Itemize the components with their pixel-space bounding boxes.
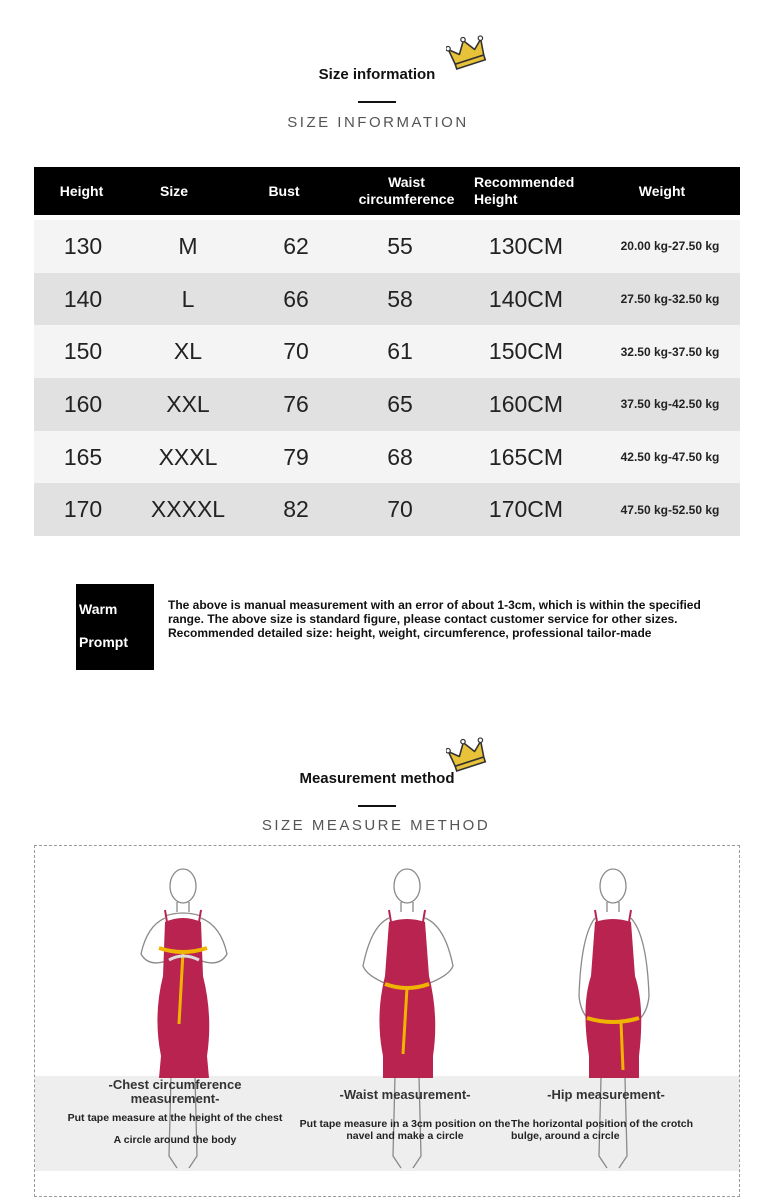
cell-bust: 76 xyxy=(283,390,309,417)
cell-recommended-height: 130CM xyxy=(488,232,564,259)
header-bust: Bust xyxy=(268,182,300,199)
section-title-measurement-method: Measurement method xyxy=(299,770,455,787)
cell-weight: 47.50 kg-52.50 kg xyxy=(620,502,720,517)
cell-height: 160 xyxy=(63,390,103,417)
cell-bust: 62 xyxy=(283,232,309,259)
chest-measurement-caption xyxy=(55,1078,295,1146)
size-table-body xyxy=(34,220,740,536)
size-table-header xyxy=(34,167,740,215)
cell-waist: 55 xyxy=(387,232,413,259)
cell-bust: 66 xyxy=(283,285,309,312)
header-waist-line1: Waist xyxy=(388,174,425,190)
waist-caption-desc-line2: navel and make a circle xyxy=(346,1130,464,1142)
warm-prompt-label-line1: Warm xyxy=(79,601,118,617)
waist-caption-title: -Waist measurement- xyxy=(339,1087,471,1102)
waist-measurement-caption xyxy=(285,1088,525,1142)
section-title-divider xyxy=(358,101,396,103)
table-row xyxy=(34,483,740,536)
waist-caption-desc-line1: Put tape measure in a 3cm position on the xyxy=(299,1118,511,1130)
warm-prompt-label xyxy=(76,584,154,670)
header-weight: Weight xyxy=(638,182,686,199)
chest-caption-title-line1: -Chest circumference xyxy=(108,1077,242,1092)
header-size: Size xyxy=(159,182,188,199)
crown-icon xyxy=(446,736,488,772)
cell-recommended-height: 160CM xyxy=(488,390,564,417)
cell-size: XXXXL xyxy=(150,496,226,523)
cell-height: 130 xyxy=(63,232,103,259)
warm-prompt-label-line2: Prompt xyxy=(79,634,128,650)
table-row xyxy=(34,325,740,378)
cell-waist: 61 xyxy=(387,338,413,365)
chest-caption-desc-line2: A circle around the body xyxy=(113,1134,237,1146)
size-table xyxy=(34,167,740,536)
cell-weight: 42.50 kg-47.50 kg xyxy=(620,450,720,465)
cell-recommended-height: 170CM xyxy=(488,496,564,523)
cell-size: XXL xyxy=(166,390,210,417)
table-row xyxy=(34,431,740,484)
header-waist xyxy=(349,174,464,208)
measurement-panel xyxy=(34,845,740,1197)
cell-bust: 79 xyxy=(283,443,309,470)
header-recommended-height xyxy=(464,174,584,208)
table-row xyxy=(34,220,740,273)
section-subtitle-measure-method: SIZE MEASURE METHOD xyxy=(261,817,491,834)
cell-weight: 20.00 kg-27.50 kg xyxy=(620,239,720,254)
cell-recommended-height: 165CM xyxy=(488,443,564,470)
hip-caption-title: -Hip measurement- xyxy=(547,1087,665,1102)
cell-bust: 70 xyxy=(283,338,309,365)
crown-icon xyxy=(446,34,488,70)
hip-caption-desc-line2: bulge, around a circle xyxy=(511,1130,620,1142)
cell-size: M xyxy=(178,232,198,259)
cell-size: XXXL xyxy=(158,443,218,470)
header-rec-line1: Recommended xyxy=(474,174,575,190)
chest-caption-title-line2: measurement- xyxy=(130,1091,220,1106)
section-title-size-information: Size information xyxy=(318,66,436,83)
cell-size: L xyxy=(181,285,195,312)
hip-caption-desc-line1: The horizontal position of the crotch xyxy=(511,1118,693,1130)
table-row xyxy=(34,378,740,431)
cell-size: XL xyxy=(173,338,203,365)
cell-waist: 68 xyxy=(387,443,413,470)
cell-height: 170 xyxy=(63,496,103,523)
cell-recommended-height: 150CM xyxy=(488,338,564,365)
hip-measurement-caption xyxy=(511,1088,701,1142)
cell-bust: 82 xyxy=(283,496,309,523)
chest-caption-desc-line1: Put tape measure at the height of the chest xyxy=(67,1112,283,1124)
cell-waist: 58 xyxy=(387,285,413,312)
table-row xyxy=(34,273,740,326)
warm-prompt-text: The above is manual measurement with an error of about 1-3cm, which is within the specified range. The above size is standard figure, please contact customer service for other sizes. Recommended detailed size: height, weight, circumference, professional tailor-made xyxy=(168,598,701,640)
cell-weight: 37.50 kg-42.50 kg xyxy=(620,397,720,412)
section-subtitle-size-information: SIZE INFORMATION xyxy=(287,114,469,131)
header-waist-line2: circumference xyxy=(358,191,455,207)
cell-height: 165 xyxy=(63,443,103,470)
cell-recommended-height: 140CM xyxy=(488,285,564,312)
cell-weight: 32.50 kg-37.50 kg xyxy=(620,344,720,359)
cell-weight: 27.50 kg-32.50 kg xyxy=(620,292,720,307)
cell-height: 140 xyxy=(63,285,103,312)
header-height: Height xyxy=(59,182,104,199)
cell-waist: 65 xyxy=(387,390,413,417)
section-title-divider xyxy=(358,805,396,807)
cell-height: 150 xyxy=(63,338,103,365)
header-rec-line2: Height xyxy=(474,191,518,207)
cell-waist: 70 xyxy=(387,496,413,523)
